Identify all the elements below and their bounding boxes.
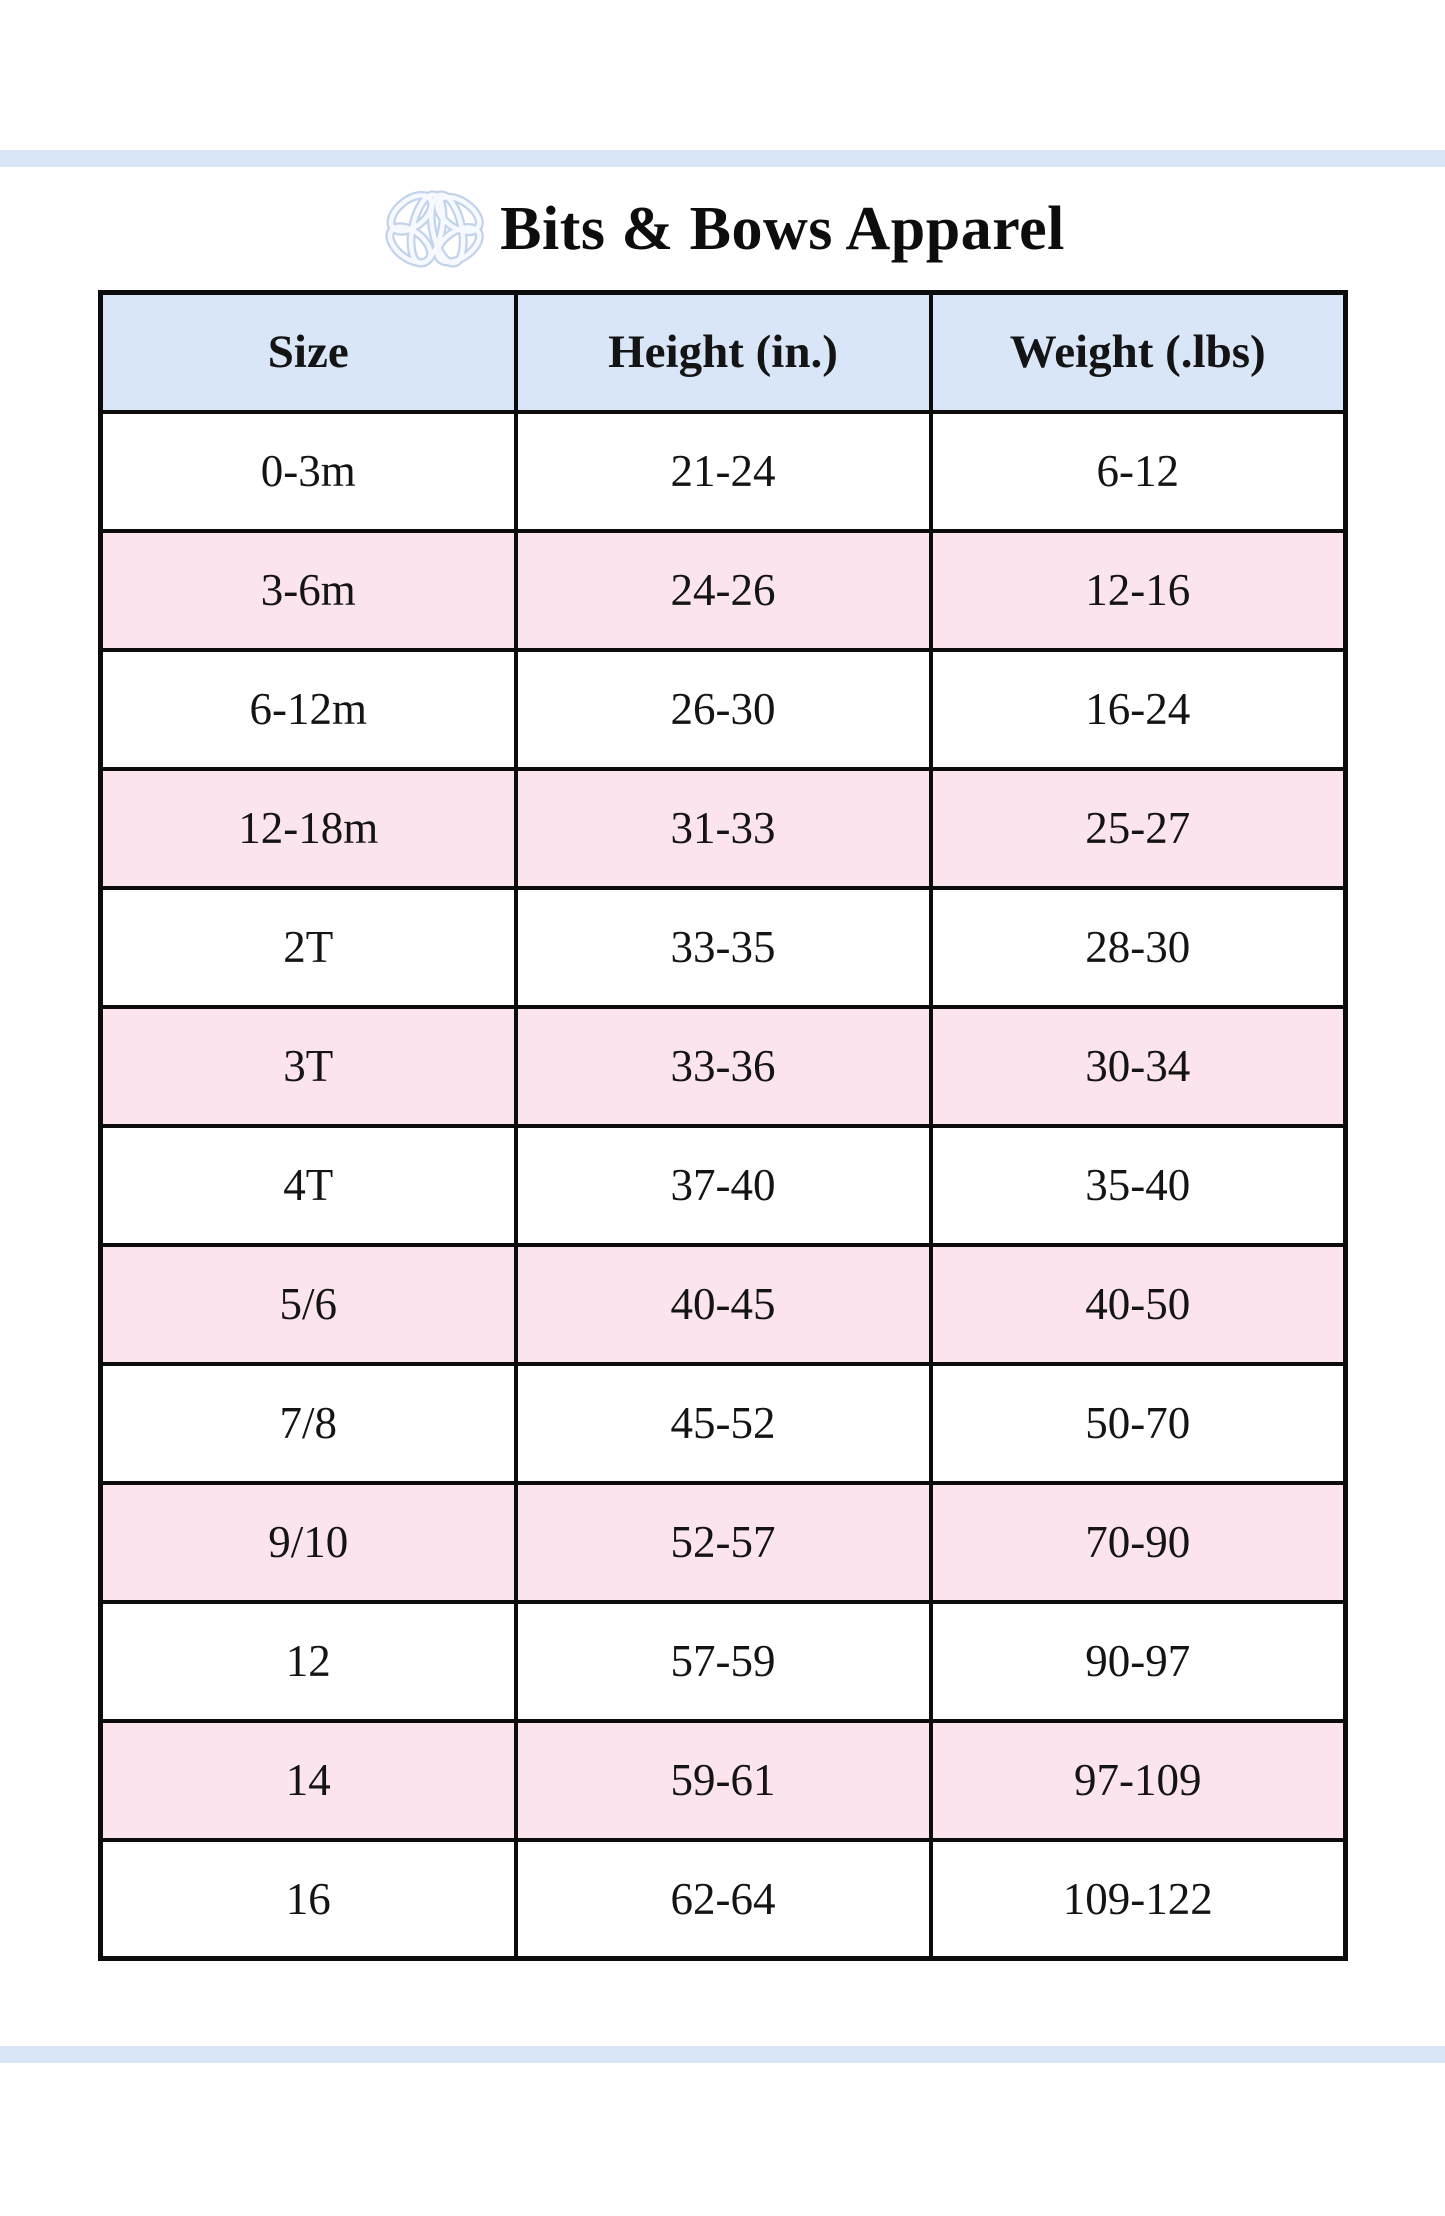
cell-height: 57-59: [516, 1602, 931, 1721]
top-accent-stripe: [0, 150, 1445, 167]
cell-height: 37-40: [516, 1126, 931, 1245]
cell-height: 62-64: [516, 1840, 931, 1959]
cell-weight: 6-12: [931, 412, 1346, 531]
cell-size: 12: [101, 1602, 516, 1721]
cell-size: 3-6m: [101, 531, 516, 650]
cell-size: 5/6: [101, 1245, 516, 1364]
header-cell-height: Height (in.): [516, 293, 931, 412]
bottom-accent-stripe: [0, 2046, 1445, 2063]
cell-height: 33-36: [516, 1007, 931, 1126]
cell-weight: 25-27: [931, 769, 1346, 888]
table-row: [101, 1721, 1346, 1840]
cell-weight: 90-97: [931, 1602, 1346, 1721]
cell-weight: 35-40: [931, 1126, 1346, 1245]
title-row: [0, 168, 1445, 290]
cell-weight: 12-16: [931, 531, 1346, 650]
cell-size: 16: [101, 1840, 516, 1959]
table-row: [101, 1245, 1346, 1364]
cell-weight: 28-30: [931, 888, 1346, 1007]
cell-size: 9/10: [101, 1483, 516, 1602]
header-cell-weight: Weight (.lbs): [931, 293, 1346, 412]
cell-size: 6-12m: [101, 650, 516, 769]
cell-height: 26-30: [516, 650, 931, 769]
cell-weight: 16-24: [931, 650, 1346, 769]
cell-size: 4T: [101, 1126, 516, 1245]
cell-weight: 50-70: [931, 1364, 1346, 1483]
table-row: [101, 1007, 1346, 1126]
size-chart-table: [98, 290, 1348, 1961]
cell-size: 2T: [101, 888, 516, 1007]
cell-height: 52-57: [516, 1483, 931, 1602]
cell-height: 59-61: [516, 1721, 931, 1840]
page-title: Bits & Bows Apparel: [500, 194, 1065, 263]
cell-weight: 40-50: [931, 1245, 1346, 1364]
cell-height: 21-24: [516, 412, 931, 531]
table-row: [101, 1126, 1346, 1245]
cell-weight: 97-109: [931, 1721, 1346, 1840]
interlocking-monogram-icon: [380, 173, 492, 285]
cell-height: 31-33: [516, 769, 931, 888]
cell-weight: 70-90: [931, 1483, 1346, 1602]
cell-height: 24-26: [516, 531, 931, 650]
cell-height: 45-52: [516, 1364, 931, 1483]
cell-height: 40-45: [516, 1245, 931, 1364]
table-row: [101, 1483, 1346, 1602]
header-row: [101, 293, 1346, 412]
table-row: [101, 531, 1346, 650]
header-cell-size: Size: [101, 293, 516, 412]
table-row: [101, 888, 1346, 1007]
table-row: [101, 769, 1346, 888]
size-chart-header: [101, 293, 1346, 412]
table-row: [101, 1602, 1346, 1721]
cell-size: 0-3m: [101, 412, 516, 531]
table-row: [101, 1840, 1346, 1959]
cell-weight: 30-34: [931, 1007, 1346, 1126]
table-row: [101, 412, 1346, 531]
cell-weight: 109-122: [931, 1840, 1346, 1959]
cell-size: 3T: [101, 1007, 516, 1126]
cell-height: 33-35: [516, 888, 931, 1007]
cell-size: 12-18m: [101, 769, 516, 888]
table-row: [101, 1364, 1346, 1483]
cell-size: 14: [101, 1721, 516, 1840]
cell-size: 7/8: [101, 1364, 516, 1483]
size-chart-body: [101, 412, 1346, 1959]
table-row: [101, 650, 1346, 769]
